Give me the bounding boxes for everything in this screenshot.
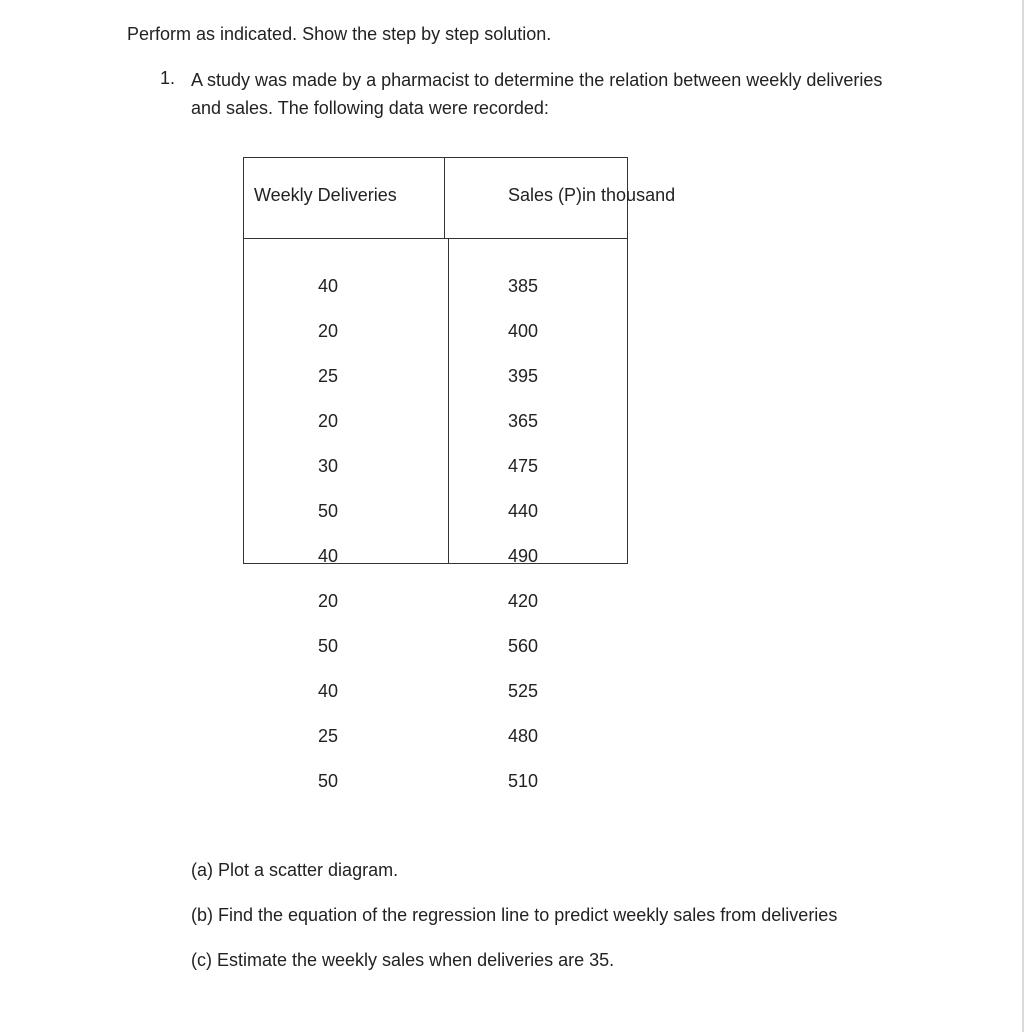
part-a-text: (a) Plot a scatter diagram. bbox=[191, 860, 399, 880]
deliveries-cell: 25 bbox=[318, 366, 339, 386]
sales-cell: 400 bbox=[508, 321, 539, 341]
sales-cell: 365 bbox=[508, 411, 539, 431]
table-border-left bbox=[243, 157, 244, 564]
column-header-weekly-deliveries: Weekly Deliveries bbox=[254, 185, 397, 205]
table-column-divider-lower bbox=[448, 238, 449, 564]
table-column-divider-upper bbox=[444, 157, 445, 239]
table-border-bottom bbox=[243, 563, 628, 564]
sales-cell: 395 bbox=[508, 366, 539, 386]
sales-cell: 475 bbox=[508, 456, 539, 476]
question-text bbox=[191, 66, 951, 122]
column-header-sales: Sales (P)in thousand bbox=[508, 185, 676, 205]
part-c-text: (c) Estimate the weekly sales when deliveries are 35. bbox=[191, 950, 615, 970]
part-b-text: (b) Find the equation of the regression line to predict weekly sales from deliveries bbox=[191, 905, 838, 925]
table-border-top bbox=[243, 157, 628, 158]
deliveries-cell: 40 bbox=[318, 276, 339, 296]
sales-cell: 440 bbox=[508, 501, 539, 521]
deliveries-cell: 25 bbox=[318, 726, 339, 746]
deliveries-cell: 20 bbox=[318, 411, 339, 431]
sales-cell: 420 bbox=[508, 591, 539, 611]
deliveries-cell: 40 bbox=[318, 681, 339, 701]
question-line-1: A study was made by a pharmacist to determine the relation between weekly deliveries bbox=[191, 70, 883, 90]
deliveries-cell: 30 bbox=[318, 456, 339, 476]
sales-cell: 560 bbox=[508, 636, 539, 656]
deliveries-cell: 20 bbox=[318, 321, 339, 341]
deliveries-cell: 50 bbox=[318, 501, 339, 521]
question-number: 1. bbox=[160, 68, 176, 88]
table-border-right bbox=[627, 157, 628, 564]
deliveries-cell: 50 bbox=[318, 636, 339, 656]
sales-cell: 525 bbox=[508, 681, 539, 701]
sales-cell: 480 bbox=[508, 726, 539, 746]
table-header-divider bbox=[243, 238, 628, 239]
deliveries-cell: 20 bbox=[318, 591, 339, 611]
deliveries-cell: 40 bbox=[318, 546, 339, 566]
sales-cell: 490 bbox=[508, 546, 539, 566]
sales-cell: 510 bbox=[508, 771, 539, 791]
question-line-2: and sales. The following data were recorded: bbox=[191, 98, 549, 118]
instruction-text: Perform as indicated. Show the step by step solution. bbox=[127, 24, 552, 44]
sales-cell: 385 bbox=[508, 276, 539, 296]
deliveries-cell: 50 bbox=[318, 771, 339, 791]
